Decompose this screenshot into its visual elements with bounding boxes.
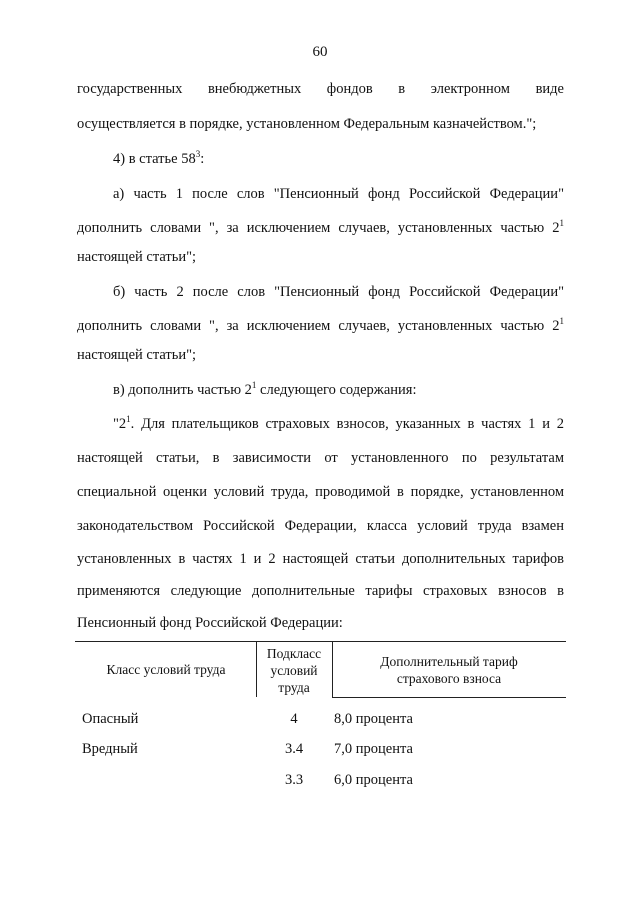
text-line: настоящей статьи, в зависимости от установленного по результатам	[77, 450, 564, 466]
text-line: законодательством Российской Федерации, класса условий труда взамен	[77, 518, 564, 534]
cell-subclass: 4	[290, 711, 298, 727]
header-tariff-line: Дополнительный тариф	[380, 654, 518, 669]
superscript: 1	[559, 316, 564, 327]
cell-class: Опасный	[82, 711, 139, 727]
text-line: установленных в частях 1 и 2 настоящей статьи дополнительных тарифов	[77, 551, 564, 567]
text-fragment: :	[200, 151, 205, 167]
text-line: настоящей статьи";	[77, 347, 197, 363]
table-header-rule	[332, 697, 566, 698]
text-fragment: дополнить словами ", за исключением случаев, установленных частью 2	[77, 318, 560, 334]
header-subclass-line: условий	[270, 663, 318, 678]
text-fragment: дополнить словами ", за исключением случаев, установленных частью 2	[77, 220, 560, 236]
header-subclass-line: труда	[278, 680, 310, 695]
page-number: 60	[312, 44, 328, 60]
text-line: осуществляется в порядке, установленном Федеральным казначейством.";	[77, 116, 537, 132]
superscript: 1	[126, 414, 131, 425]
text-line	[113, 381, 416, 399]
header-tariff	[333, 653, 565, 687]
cell-subclass: 3.4	[284, 741, 304, 757]
cell-tariff: 8,0 процента	[334, 711, 413, 727]
text-fragment: 4) в статье 58	[113, 151, 196, 167]
superscript: 3	[195, 149, 201, 160]
cell-tariff: 6,0 процента	[334, 772, 413, 788]
table-top-rule	[75, 641, 566, 642]
text-fragment: . Для плательщиков страховых взносов, указанных в частях 1 и 2	[130, 416, 564, 432]
text-line: настоящей статьи";	[77, 249, 197, 265]
text-line: Пенсионный фонд Российской Федерации:	[77, 615, 343, 631]
text-line	[77, 317, 564, 335]
cell-tariff: 7,0 процента	[334, 741, 413, 757]
text-line: а) часть 1 после слов "Пенсионный фонд Российской Федерации"	[113, 186, 564, 202]
cell-subclass: 3.3	[284, 772, 304, 788]
text-line	[77, 219, 564, 237]
text-line	[113, 150, 204, 168]
text-line: применяются следующие дополнительные тарифы страховых взносов в	[77, 583, 564, 599]
cell-class: Вредный	[82, 741, 138, 757]
header-tariff-line: страхового взноса	[396, 671, 502, 686]
text-line: б) часть 2 после слов "Пенсионный фонд Российской Федерации"	[113, 284, 564, 300]
text-line: специальной оценки условий труда, проводимой в порядке, установленном	[77, 484, 564, 500]
text-fragment: следующего содержания:	[256, 382, 417, 398]
header-class: Класс условий труда	[106, 662, 226, 677]
text-line: государственных внебюджетных фондов в электронном виде	[77, 81, 564, 97]
text-fragment: в) дополнить частью 2	[113, 382, 252, 398]
text-line	[113, 415, 564, 433]
superscript: 1	[251, 380, 257, 391]
header-subclass	[257, 645, 331, 696]
header-subclass-line: Подкласс	[266, 646, 322, 661]
superscript: 1	[559, 218, 564, 229]
text-fragment: "2	[113, 416, 127, 432]
